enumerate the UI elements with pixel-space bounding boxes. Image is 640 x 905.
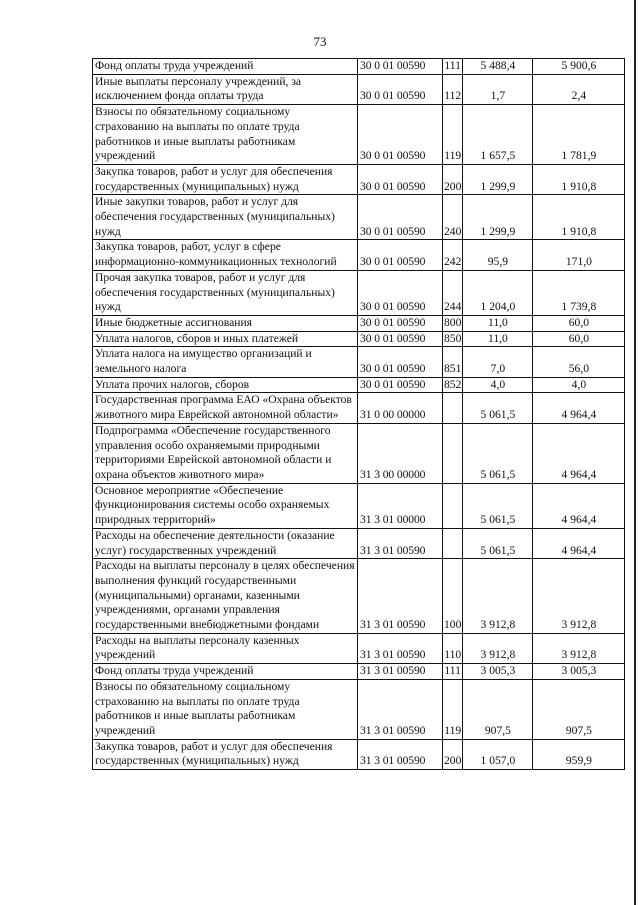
expense-name-cell: Основное мероприятие «Обеспечение функционирования системы особо охраняемых природных территорий» [93, 483, 358, 528]
table-row [93, 74, 625, 104]
table-row [93, 315, 625, 331]
expense-name-cell: Иные выплаты персоналу учреждений, за исключением фонда оплаты труда [93, 74, 358, 104]
target-article-code-cell: 30 0 01 00590 [358, 105, 443, 165]
amount-year-1-cell: 4,0 [463, 377, 533, 393]
expense-type-cell: 242 [443, 240, 463, 270]
amount-year-1-cell: 11,0 [463, 331, 533, 347]
expense-type-cell: 111 [443, 59, 463, 75]
table-row [93, 105, 625, 165]
target-article-code-cell: 30 0 01 00590 [358, 377, 443, 393]
expense-type-cell: 200 [443, 164, 463, 194]
table-row [93, 679, 625, 739]
amount-year-1-cell: 5 061,5 [463, 423, 533, 483]
amount-year-2-cell: 959,9 [533, 739, 625, 769]
expense-name-cell: Расходы на обеспечение деятельности (оказание услуг) государственных учреждений [93, 528, 358, 558]
expense-name-cell: Прочая закупка товаров, работ и услуг для обеспечения государственных (муниципальных) нужд [93, 270, 358, 315]
expense-type-cell: 244 [443, 270, 463, 315]
expense-name-cell: Расходы на выплаты персоналу казенных учреждений [93, 633, 358, 663]
amount-year-2-cell: 3 912,8 [533, 559, 625, 634]
expense-type-cell [443, 423, 463, 483]
target-article-code-cell: 30 0 01 00590 [358, 240, 443, 270]
amount-year-2-cell: 907,5 [533, 679, 625, 739]
target-article-code-cell: 31 3 01 00000 [358, 483, 443, 528]
expense-type-cell: 111 [443, 664, 463, 680]
amount-year-1-cell: 1,7 [463, 74, 533, 104]
target-article-code-cell: 31 3 01 00590 [358, 739, 443, 769]
table-row [93, 633, 625, 663]
table-row [93, 377, 625, 393]
amount-year-2-cell: 4 964,4 [533, 393, 625, 423]
expense-type-cell: 110 [443, 633, 463, 663]
target-article-code-cell: 31 3 00 00000 [358, 423, 443, 483]
expense-name-cell: Иные бюджетные ассигнования [93, 315, 358, 331]
amount-year-2-cell: 56,0 [533, 347, 625, 377]
amount-year-1-cell: 1 299,9 [463, 195, 533, 240]
target-article-code-cell: 30 0 01 00590 [358, 164, 443, 194]
target-article-code-cell: 31 3 01 00590 [358, 664, 443, 680]
target-article-code-cell: 30 0 01 00590 [358, 59, 443, 75]
amount-year-1-cell: 907,5 [463, 679, 533, 739]
table-row [93, 195, 625, 240]
expense-name-cell: Фонд оплаты труда учреждений [93, 59, 358, 75]
amount-year-2-cell: 3 912,8 [533, 633, 625, 663]
target-article-code-cell: 30 0 01 00590 [358, 270, 443, 315]
table-row [93, 331, 625, 347]
expense-type-cell: 119 [443, 679, 463, 739]
expense-type-cell [443, 528, 463, 558]
table-row [93, 664, 625, 680]
page-edge-line [634, 0, 636, 905]
amount-year-2-cell: 1 781,9 [533, 105, 625, 165]
amount-year-2-cell: 4 964,4 [533, 483, 625, 528]
expense-name-cell: Уплата налога на имущество организаций и земельного налога [93, 347, 358, 377]
target-article-code-cell: 30 0 01 00590 [358, 195, 443, 240]
table-row [93, 164, 625, 194]
expense-type-cell: 850 [443, 331, 463, 347]
amount-year-1-cell: 1 657,5 [463, 105, 533, 165]
amount-year-1-cell: 5 061,5 [463, 483, 533, 528]
amount-year-2-cell: 3 005,3 [533, 664, 625, 680]
expense-name-cell: Закупка товаров, работ и услуг для обеспечения государственных (муниципальных) нужд [93, 739, 358, 769]
amount-year-1-cell: 3 005,3 [463, 664, 533, 680]
target-article-code-cell: 30 0 01 00590 [358, 74, 443, 104]
target-article-code-cell: 31 3 01 00590 [358, 559, 443, 634]
target-article-code-cell: 30 0 01 00590 [358, 347, 443, 377]
target-article-code-cell: 30 0 01 00590 [358, 331, 443, 347]
amount-year-1-cell: 7,0 [463, 347, 533, 377]
amount-year-1-cell: 3 912,8 [463, 559, 533, 634]
expense-name-cell: Уплата налогов, сборов и иных платежей [93, 331, 358, 347]
expense-name-cell: Фонд оплаты труда учреждений [93, 664, 358, 680]
expense-name-cell: Закупка товаров, работ, услуг в сфере информационно-коммуникационных технологий [93, 240, 358, 270]
table-row [93, 483, 625, 528]
amount-year-1-cell: 5 061,5 [463, 528, 533, 558]
expense-type-cell: 200 [443, 739, 463, 769]
table-row [93, 528, 625, 558]
amount-year-1-cell: 11,0 [463, 315, 533, 331]
expense-name-cell: Уплата прочих налогов, сборов [93, 377, 358, 393]
amount-year-2-cell: 60,0 [533, 331, 625, 347]
expense-name-cell: Закупка товаров, работ и услуг для обеспечения государственных (муниципальных) нужд [93, 164, 358, 194]
expense-type-cell: 851 [443, 347, 463, 377]
target-article-code-cell: 31 3 01 00590 [358, 679, 443, 739]
table-row [93, 347, 625, 377]
amount-year-1-cell: 5 488,4 [463, 59, 533, 75]
budget-table [92, 58, 625, 770]
amount-year-2-cell: 4 964,4 [533, 423, 625, 483]
amount-year-2-cell: 4 964,4 [533, 528, 625, 558]
expense-name-cell: Государственная программа ЕАО «Охрана объектов животного мира Еврейской автономной области» [93, 393, 358, 423]
page-number: 73 [313, 34, 327, 49]
amount-year-2-cell: 171,0 [533, 240, 625, 270]
table-row [93, 240, 625, 270]
expense-type-cell [443, 393, 463, 423]
amount-year-1-cell: 1 204,0 [463, 270, 533, 315]
table-row [93, 423, 625, 483]
expense-type-cell: 100 [443, 559, 463, 634]
table-row [93, 270, 625, 315]
expense-name-cell: Расходы на выплаты персоналу в целях обеспечения выполнения функций государственными (муниципальными) органами, казенными учреждениями, органами управления государственными внебюджетными фондами [93, 559, 358, 634]
expense-type-cell [443, 483, 463, 528]
amount-year-2-cell: 1 910,8 [533, 164, 625, 194]
amount-year-2-cell: 2,4 [533, 74, 625, 104]
expense-name-cell: Взносы по обязательному социальному страхованию на выплаты по оплате труда работников и иные выплаты работникам учреждений [93, 679, 358, 739]
table-row [93, 559, 625, 634]
expense-name-cell: Взносы по обязательному социальному страхованию на выплаты по оплате труда работников и иные выплаты работникам учреждений [93, 105, 358, 165]
table-row [93, 393, 625, 423]
expense-type-cell: 852 [443, 377, 463, 393]
amount-year-2-cell: 4,0 [533, 377, 625, 393]
target-article-code-cell: 31 3 01 00590 [358, 633, 443, 663]
expense-type-cell: 240 [443, 195, 463, 240]
amount-year-2-cell: 1 739,8 [533, 270, 625, 315]
amount-year-1-cell: 3 912,8 [463, 633, 533, 663]
amount-year-2-cell: 1 910,8 [533, 195, 625, 240]
amount-year-2-cell: 5 900,6 [533, 59, 625, 75]
table-row [93, 59, 625, 75]
amount-year-1-cell: 1 299,9 [463, 164, 533, 194]
amount-year-1-cell: 95,9 [463, 240, 533, 270]
target-article-code-cell: 31 3 01 00590 [358, 528, 443, 558]
target-article-code-cell: 30 0 01 00590 [358, 315, 443, 331]
expense-name-cell: Подпрограмма «Обеспечение государственного управления особо охраняемыми природными территориями Еврейской автономной области и охрана объектов животного мира» [93, 423, 358, 483]
amount-year-2-cell: 60,0 [533, 315, 625, 331]
table-row [93, 739, 625, 769]
expense-type-cell: 119 [443, 105, 463, 165]
amount-year-1-cell: 1 057,0 [463, 739, 533, 769]
expense-name-cell: Иные закупки товаров, работ и услуг для обеспечения государственных (муниципальных) нужд [93, 195, 358, 240]
amount-year-1-cell: 5 061,5 [463, 393, 533, 423]
expense-type-cell: 800 [443, 315, 463, 331]
expense-type-cell: 112 [443, 74, 463, 104]
target-article-code-cell: 31 0 00 00000 [358, 393, 443, 423]
